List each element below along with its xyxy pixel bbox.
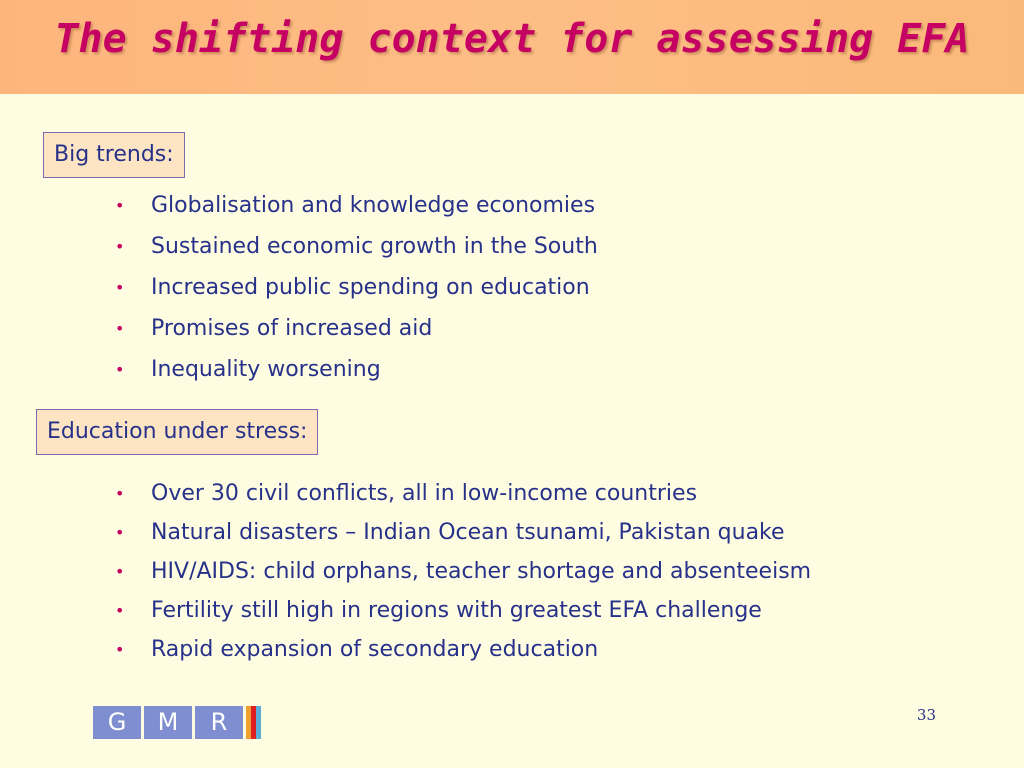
page-number: 33: [916, 706, 936, 724]
list-item: [110, 593, 811, 632]
list-item-text: Over 30 civil conflicts, all in low-income countries: [151, 481, 698, 506]
bullet-icon: •: [115, 278, 125, 297]
logo-bar-blue: [256, 706, 261, 739]
list-item: [110, 311, 598, 352]
section-heading-education-under-stress: Education under stress:: [36, 409, 318, 455]
list-item-text: Natural disasters – Indian Ocean tsunami, Pakistan quake: [151, 520, 785, 545]
logo-letter-g: G: [93, 706, 141, 739]
list-item-text: Inequality worsening: [151, 357, 381, 382]
big-trends-list: [110, 188, 598, 393]
list-item-text: Fertility still high in regions with greatest EFA challenge: [151, 598, 762, 623]
logo-letter-m: M: [144, 706, 192, 739]
bullet-icon: •: [115, 360, 125, 379]
bullet-icon: •: [115, 196, 125, 215]
list-item-text: Promises of increased aid: [151, 316, 433, 341]
list-item: [110, 515, 811, 554]
list-item-text: Increased public spending on education: [151, 275, 590, 300]
gmr-logo: [93, 706, 261, 739]
bullet-icon: •: [115, 237, 125, 256]
education-under-stress-list: [110, 476, 811, 671]
list-item: [110, 476, 811, 515]
list-item-text: Globalisation and knowledge economies: [151, 193, 596, 218]
logo-color-bars: [246, 706, 261, 739]
list-item: [110, 229, 598, 270]
list-item-text: Rapid expansion of secondary education: [151, 637, 599, 662]
list-item: [110, 632, 811, 671]
slide-title: The shifting context for assessing EFA: [54, 16, 970, 62]
list-item: [110, 270, 598, 311]
list-item: [110, 554, 811, 593]
list-item-text: Sustained economic growth in the South: [151, 234, 598, 259]
section-heading-big-trends: Big trends:: [43, 132, 185, 178]
list-item: [110, 188, 598, 229]
list-item-text: HIV/AIDS: child orphans, teacher shortage and absenteeism: [151, 559, 812, 584]
list-item: [110, 352, 598, 393]
bullet-icon: •: [115, 562, 125, 581]
bullet-icon: •: [115, 319, 125, 338]
bullet-icon: •: [115, 523, 125, 542]
logo-letter-r: R: [195, 706, 243, 739]
bullet-icon: •: [115, 601, 125, 620]
bullet-icon: •: [115, 484, 125, 503]
bullet-icon: •: [115, 640, 125, 659]
